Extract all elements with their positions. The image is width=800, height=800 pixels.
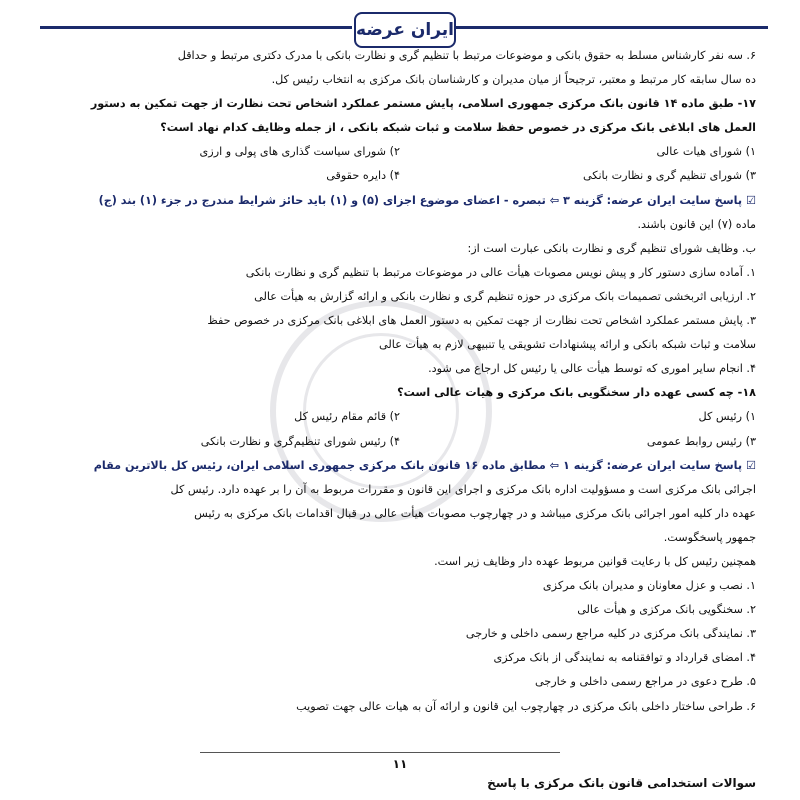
list-item: ۵. طرح دعوی در مراجع رسمی داخلی و خارجی (534, 675, 756, 689)
q18-option-4[interactable]: ۴) رئیس شورای تنظیم‌گری و نظارت بانکی (200, 434, 400, 448)
q18-option-2[interactable]: ۲) قائم مقام رئیس کل (294, 410, 400, 424)
list-item: ۳. پایش مستمر عملکرد اشخاص تحت نظارت از جهت تمکین به دستور العمل های ابلاغی بانک مرکزی در خصوص حفظ (207, 314, 756, 328)
list-item: ۳. نمایندگی بانک مرکزی در کلیه مراجع رسمی داخلی و خارجی (465, 627, 756, 641)
list-item: ۲. ارزیابی اثربخشی تصمیمات بانک مرکزی در حوزه تنظیم گری و نظارت بانکی و ارائه گزارش به هیأت عالی (254, 289, 756, 303)
text-line: ۶. سه نفر کارشناس مسلط به حقوق بانکی و موضوعات مرتبط با تنظیم گری و نظارت بانکی با مدرک دکتری مرتبط و حداقل (177, 49, 756, 62)
text-line: ب. وظایف شورای تنظیم گری و نظارت بانکی عبارت است از: (467, 241, 756, 255)
footer-rule (200, 752, 560, 753)
question-18-title: ۱۸- چه کسی عهده دار سخنگویی بانک مرکزی و هیات عالی است؟ (397, 386, 756, 400)
q17-options-row (44, 164, 756, 188)
main-content (44, 44, 756, 719)
text-line: همچنین رئیس کل با رعایت قوانین مربوط عهده دار وظایف زیر است. (434, 554, 756, 568)
q17-answer-cont: ماده (۷) این قانون باشند. (637, 217, 756, 231)
list-item: سلامت و ثبات شبکه بانکی و ارائه پیشنهادات تشویقی یا تنبیهی لازم به هیأت عالی (379, 338, 756, 352)
list-item: ۱. آماده سازی دستور کار و پیش نویس مصوبات هیأت عالی در موضوعات مرتبط با تنظیم گری و نظارت بانکی (245, 265, 756, 279)
footer-title: سوالات استخدامی قانون بانک مرکزی با پاسخ (487, 776, 756, 790)
iran-arze-logo (354, 12, 456, 48)
list-item: ۴. امضای قرارداد و توافقنامه به نمایندگی از بانک مرکزی (493, 651, 756, 665)
page-number: ۱۱ (392, 757, 408, 771)
answer-line: ☑ پاسخ سایت ایران عرضه: گزینه ۳ ⇦ تبصره - اعضای موضوع اجزای (۵) و (۱) باید حائز شرایط مندرج در جزء (۱) بند (ج) (98, 193, 756, 207)
text-line: ده سال سابقه کار مرتبط و معتبر، ترجیحاً از میان مدیران و کارشناسان بانک مرکزی به انتخاب رئیس کل. (271, 73, 756, 87)
list-item: ۴. انجام سایر اموری که توسط هیأت عالی یا رئیس کل ارجاع می شود. (428, 362, 756, 376)
q18-answer-cont: اجرائی بانک مرکزی است و مسؤولیت اداره بانک مرکزی و اجرای این قانون و مقررات مربوط به آن را بر عهده دارد. رئیس کل (170, 482, 756, 496)
list-item: ۶. طراحی ساختار داخلی بانک مرکزی در چهارچوب این قانون و ارائه آن به هیات عالی جهت تصویب (296, 699, 756, 713)
q18-answer-cont: عهده دار کلیه امور اجرائی بانک مرکزی میباشد و در چهارچوب مصوبات هیأت عالی در قبال اقدامات بانک مرکزی به رئیس (194, 506, 756, 520)
question-17-title: العمل های ابلاغی بانک مرکزی در خصوص حفظ سلامت و ثبات شبکه بانکی ، از جمله وظایف کدام نهاد است؟ (160, 121, 756, 135)
q18-option-1[interactable]: ۱) رئیس کل (698, 410, 756, 424)
q18-option-3[interactable]: ۳) رئیس روابط عمومی (646, 434, 756, 448)
q18-answer (44, 454, 756, 478)
q18-options-row (44, 405, 756, 429)
answer-line: ☑ پاسخ سایت ایران عرضه: گزینه ۱ ⇦ مطابق ماده ۱۶ قانون بانک مرکزی جمهوری اسلامی ایران، رئیس کل بالاترین مقام (93, 458, 756, 472)
q17-options-row (44, 140, 756, 164)
list-item: ۲. سخنگویی بانک مرکزی و هیأت عالی (577, 603, 756, 617)
header-rule-right (454, 26, 768, 29)
header-rule-left (40, 26, 352, 29)
q18-answer-cont: جمهور پاسخگوست. (663, 530, 756, 544)
q17-option-1[interactable]: ۱) شورای هیات عالی (656, 145, 756, 159)
list-item: ۱. نصب و عزل معاونان و مدیران بانک مرکزی (542, 579, 756, 593)
q18-options-row (44, 430, 756, 454)
logo-text: ایران عرضه (356, 20, 454, 40)
q17-option-2[interactable]: ۲) شورای سیاست گذاری های پولی و ارزی (199, 145, 400, 159)
q17-option-4[interactable]: ۴) دایره حقوقی (326, 169, 400, 183)
q17-answer (44, 189, 756, 213)
q17-option-3[interactable]: ۳) شورای تنظیم گری و نظارت بانکی (582, 169, 756, 183)
question-17-title: ۱۷- طبق ماده ۱۴ قانون بانک مرکزی جمهوری اسلامی، پایش مستمر عملکرد اشخاص تحت نظارت از جهت تمکین به دستور (90, 97, 756, 111)
